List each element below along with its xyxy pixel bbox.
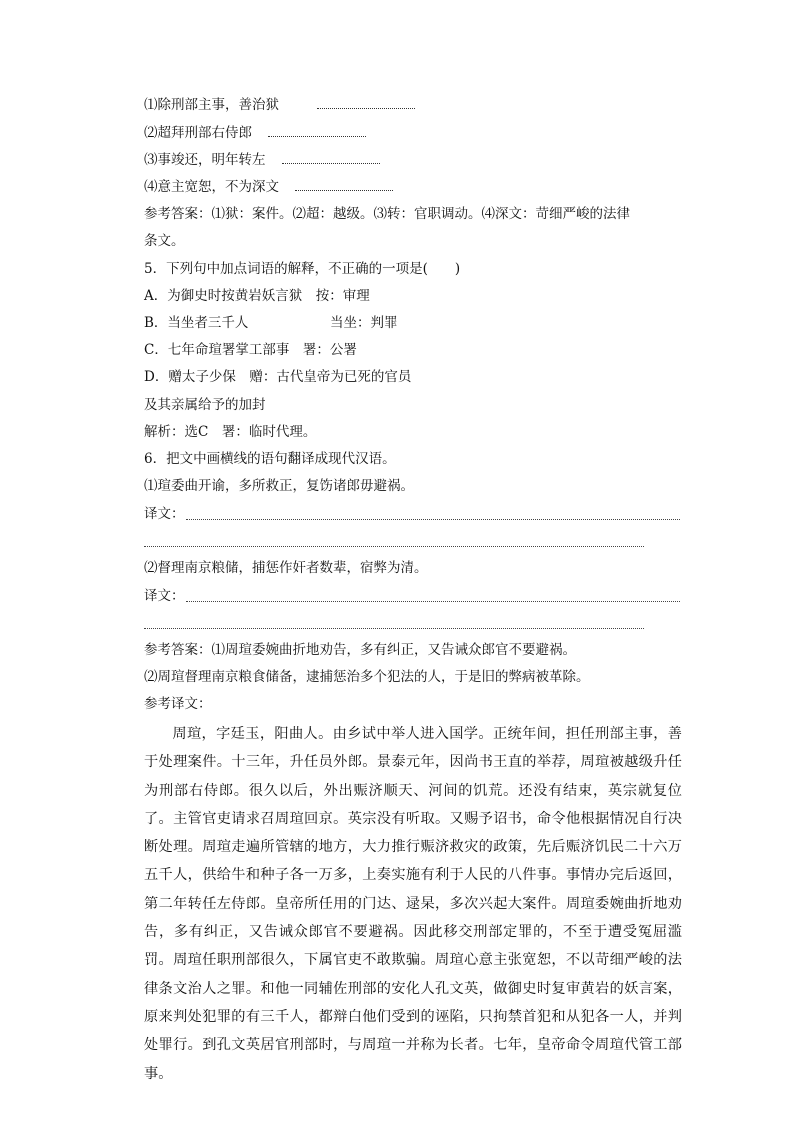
option-b: [144, 313, 398, 333]
option-c: C．七年命瑄署掌工部事 署：公署: [144, 342, 357, 358]
question-4-item-3: [144, 150, 380, 170]
answer-4-line-1: 参考答案：⑴狱：案件。⑵超：越级。⑶转：官职调动。⑷深文：苛细严峻的法律: [144, 206, 630, 222]
translation-label-1: 译文：: [144, 506, 185, 522]
question-6-item-2: ⑵督理南京粮储，捕惩作奸者数辈，宿弊为清。: [144, 560, 428, 576]
question-5: 5．下列句中加点词语的解释，不正确的一项是( ): [144, 261, 461, 277]
item-text: ⑴除刑部主事，善治狱: [144, 97, 279, 113]
reference-translation-title: 参考译文：: [144, 696, 212, 712]
answer-4-line-2: 条文。: [144, 233, 185, 249]
item-text: ⑷意主宽恕，不为深文: [144, 179, 279, 195]
question-4-item-2: [144, 123, 366, 143]
item-text: ⑶事竣还，明年转左: [144, 152, 266, 168]
translation-blank-2a[interactable]: [186, 601, 680, 602]
item-text: ⑵超拜刑部右侍郎: [144, 125, 252, 141]
reference-translation-text: 周瑄，字廷玉，阳曲人。由乡试中举人进入国学。正统年间，担任刑部主事，善于处理案件。十三年，升任员外郎。景泰元年，因尚书王直的举荐，周瑄被越级升任为刑部右侍郎。很久以后，外出赈济顺天、河间的饥荒。还没有结束，英宗就复位了。主管官吏请求召周瑄回京。英宗没有听取。又赐予诏书，命令他根据情况自行决断处理。周瑄走遍所管辖的地方，大力推行赈济救灾的政策，先后赈济饥民二十六万五千人，供给牛和种子各一万多，上奏实施有利于人民的八件事。事情办完后返回，第二年转任左侍郎。皇帝所任用的门达、逯杲，多次兴起大案件。周瑄委婉曲折地劝告，多有纠正，又告诫众郎官不要避祸。因此移交刑部定罪的，不至于遭受冤屈滥罚。周瑄任职刑部很久，下属官吏不敢欺骗。周瑄心意主张宽恕，不以苛细严峻的法律条文治人之罪。和他一同辅佐刑部的安化人孔文英，做御史时复审黄岩的妖言案，原来判处犯罪的有三千人，都辩白他们受到的诬陷，只拘禁首犯和从犯各一人，并判处罪行。到孔文英居官刑部时，与周瑄一并称为长者。七年，皇帝命令周瑄代管工部事。: [144, 726, 682, 1082]
answer-blank: [268, 124, 366, 137]
option-d: D．赠太子少保 赠：古代皇帝为已死的官员: [144, 369, 412, 385]
answer-blank: [282, 151, 380, 164]
question-6-item-1: ⑴瑄委曲开谕，多所救正，复饬诸郎毋避祸。: [144, 478, 414, 494]
translation-blank-1a[interactable]: [186, 519, 680, 520]
translation-blank-2b[interactable]: [144, 628, 644, 629]
question-6: 6．把文中画横线的语句翻译成现代汉语。: [144, 451, 396, 467]
answer-5: 解析：选C 署：临时代理。: [144, 424, 317, 440]
answer-6-line-1: 参考答案：⑴周瑄委婉曲折地劝告，多有纠正，又告诫众郎官不要避祸。: [144, 642, 576, 658]
translation-blank-1b[interactable]: [144, 546, 644, 547]
answer-blank: [317, 96, 415, 109]
answer-6-line-2: ⑵周瑄督理南京粮食储备，逮捕惩治多个犯法的人，于是旧的弊病被革除。: [144, 669, 590, 685]
question-4-item-4: [144, 177, 393, 197]
answer-blank: [295, 178, 393, 191]
question-4-item-1: [144, 95, 415, 115]
option-b-text: B．当坐者三千人: [144, 315, 249, 331]
option-a: A．为御史时按黄岩妖言狱 按：审理: [144, 288, 370, 304]
translation-label-2: 译文：: [144, 588, 185, 604]
option-d-continued: 及其亲属给予的加封: [144, 397, 266, 413]
option-b-gloss: 当坐：判罪: [330, 315, 398, 331]
